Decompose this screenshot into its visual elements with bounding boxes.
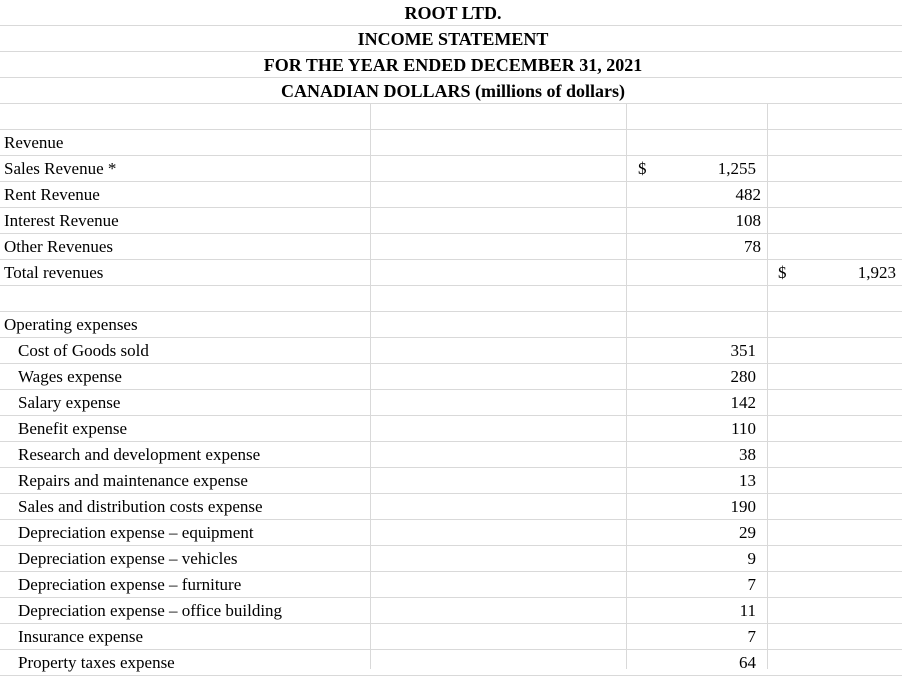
total-revenues-amount: 1,923 bbox=[857, 263, 896, 282]
revenue-currency-symbol: $ bbox=[638, 159, 647, 178]
currency-note: CANADIAN DOLLARS (millions of dollars) bbox=[280, 81, 626, 101]
revenue-item-label: Other Revenues bbox=[4, 237, 114, 256]
expense-item-label: Depreciation expense – furniture bbox=[18, 575, 242, 594]
expenses-heading: Operating expenses bbox=[4, 315, 138, 334]
expense-item-label: Cost of Goods sold bbox=[18, 341, 149, 360]
expense-item-label: Sales and distribution costs expense bbox=[18, 497, 263, 516]
expense-item-label: Repairs and maintenance expense bbox=[18, 471, 248, 490]
revenue-item-label: Interest Revenue bbox=[4, 211, 119, 230]
revenue-item-amount: 108 bbox=[735, 211, 761, 230]
expense-item-label: Depreciation expense – equipment bbox=[18, 523, 254, 542]
expense-item-label: Insurance expense bbox=[18, 627, 144, 646]
statement-period: FOR THE YEAR ENDED DECEMBER 31, 2021 bbox=[263, 55, 643, 75]
revenue-item-amount: 1,255 bbox=[717, 159, 756, 178]
revenue-item-label: Sales Revenue * bbox=[4, 159, 117, 178]
expense-item-label: Wages expense bbox=[18, 367, 122, 386]
expense-item-amount: 7 bbox=[747, 627, 756, 646]
total-revenues-label: Total revenues bbox=[4, 263, 104, 282]
expense-item-amount: 7 bbox=[747, 575, 756, 594]
column-line bbox=[767, 104, 768, 669]
expense-item-amount: 110 bbox=[731, 419, 756, 438]
expense-item-amount: 29 bbox=[739, 523, 756, 542]
revenue-item-amount: 482 bbox=[735, 185, 761, 204]
expense-item-label: Property taxes expense bbox=[18, 653, 175, 672]
total-currency-symbol: $ bbox=[778, 263, 787, 282]
revenue-heading: Revenue bbox=[4, 133, 64, 152]
column-line bbox=[370, 104, 371, 669]
expense-item-amount: 351 bbox=[730, 341, 756, 360]
company-name: ROOT LTD. bbox=[404, 3, 502, 23]
expense-item-label: Benefit expense bbox=[18, 419, 128, 438]
expense-item-amount: 11 bbox=[739, 601, 756, 620]
statement-title: INCOME STATEMENT bbox=[357, 29, 549, 49]
revenue-item-amount: 78 bbox=[744, 237, 761, 256]
expense-item-label: Research and development expense bbox=[18, 445, 261, 464]
expense-item-amount: 280 bbox=[730, 367, 756, 386]
expense-item-label: Depreciation expense – office building bbox=[18, 601, 283, 620]
expense-item-amount: 142 bbox=[730, 393, 756, 412]
expense-item-label: Salary expense bbox=[18, 393, 121, 412]
revenue-item-label: Rent Revenue bbox=[4, 185, 100, 204]
expense-item-amount: 13 bbox=[739, 471, 756, 490]
expense-item-label: Depreciation expense – vehicles bbox=[18, 549, 238, 568]
expense-item-amount: 9 bbox=[747, 549, 756, 568]
expense-item-amount: 190 bbox=[730, 497, 756, 516]
expense-item-amount: 64 bbox=[739, 653, 756, 672]
column-line bbox=[626, 104, 627, 669]
expense-item-amount: 38 bbox=[739, 445, 756, 464]
